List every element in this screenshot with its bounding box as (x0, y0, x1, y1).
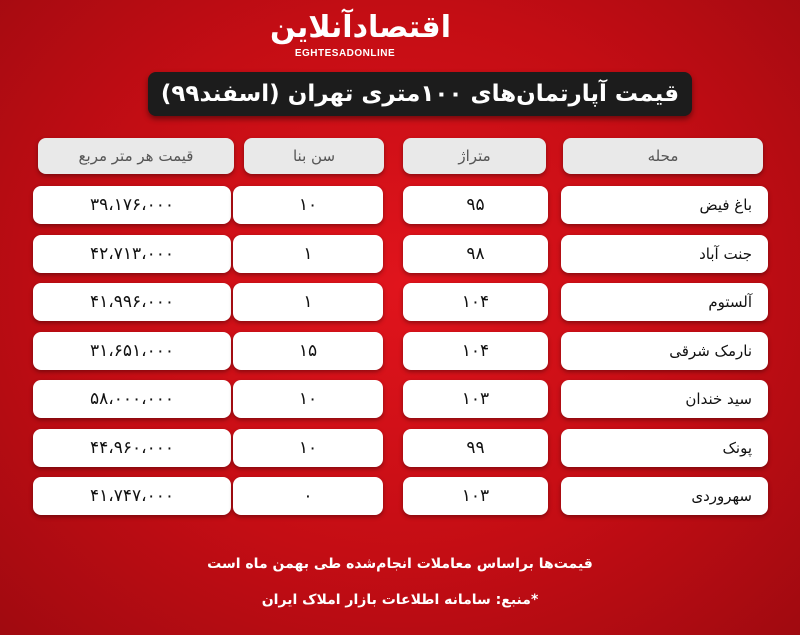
cell-area: ۹۸ (403, 235, 548, 273)
cell-age: ۱۰ (233, 380, 383, 418)
cell-neighborhood: باغ فیض (561, 186, 768, 224)
cell-price: ۵۸،۰۰۰،۰۰۰ (33, 380, 231, 418)
cell-neighborhood: آلستوم (561, 283, 768, 321)
cell-age: ۱۰ (233, 186, 383, 224)
brand-logo (270, 10, 451, 68)
header-age: سن بنا (244, 138, 384, 174)
cell-price: ۳۹،۱۷۶،۰۰۰ (33, 186, 231, 224)
note-date: قیمت‌ها براساس معاملات انجام‌شده طی بهمن ماه است (207, 556, 593, 572)
cell-price: ۴۱،۹۹۶،۰۰۰ (33, 283, 231, 321)
cell-age: ۱۰ (233, 429, 383, 467)
header-area: متراژ (403, 138, 546, 174)
cell-neighborhood: سهروردی (561, 477, 768, 515)
cell-neighborhood: پونک (561, 429, 768, 467)
cell-price: ۳۱،۶۵۱،۰۰۰ (33, 332, 231, 370)
cell-price: ۴۱،۷۴۷،۰۰۰ (33, 477, 231, 515)
cell-neighborhood: نارمک شرقی (561, 332, 768, 370)
page-title: قیمت آپارتمان‌های ۱۰۰متری تهران (اسفند۹۹) (148, 72, 692, 116)
header-neighborhood: محله (563, 138, 763, 174)
cell-area: ۹۹ (403, 429, 548, 467)
cell-age: ۱ (233, 283, 383, 321)
cell-area: ۹۵ (403, 186, 548, 224)
cell-area: ۱۰۴ (403, 332, 548, 370)
logo-text: اقتصادآنلاین (270, 10, 451, 45)
cell-area: ۱۰۴ (403, 283, 548, 321)
cell-area: ۱۰۳ (403, 477, 548, 515)
cell-price: ۴۴،۹۶۰،۰۰۰ (33, 429, 231, 467)
header-price: قیمت هر متر مربع (38, 138, 234, 174)
cell-neighborhood: جنت آباد (561, 235, 768, 273)
cell-age: ۱ (233, 235, 383, 273)
cell-price: ۴۲،۷۱۳،۰۰۰ (33, 235, 231, 273)
logo-subtext: EGHTESADONLINE (294, 48, 396, 59)
cell-age: ۱۵ (233, 332, 383, 370)
note-source: *منبع: سامانه اطلاعات بازار املاک ایران (261, 592, 539, 608)
cell-age: ۰ (233, 477, 383, 515)
cell-area: ۱۰۳ (403, 380, 548, 418)
cell-neighborhood: سید خندان (561, 380, 768, 418)
